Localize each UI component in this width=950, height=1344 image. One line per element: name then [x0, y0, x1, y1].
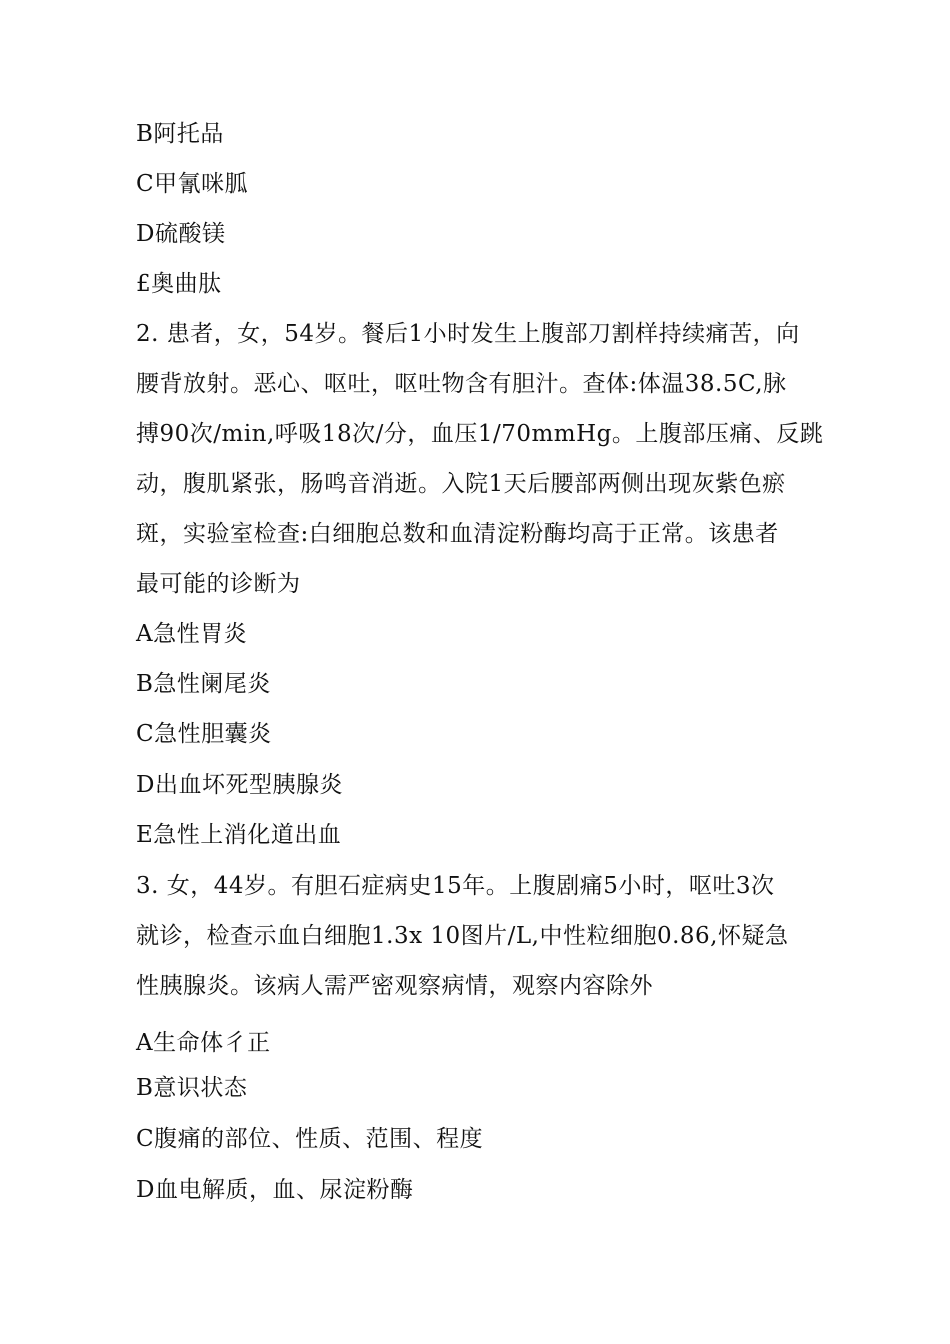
q3-stem-line: 3. 女，44岁。有胆石症病史15年。上腹剧痛5小时，呕吐3次 [136, 873, 775, 899]
q1-option-c: C甲氰咪胍 [136, 171, 249, 197]
q1-option-e: £奥曲肽 [136, 271, 222, 297]
q2-stem-line: 腰背放射。恶心、呕吐，呕吐物含有胆汁。查体:体温38.5C,脉 [136, 371, 787, 397]
q3-stem-line: 性胰腺炎。该病人需严密观察病情，观察内容除外 [136, 973, 653, 999]
q3-stem [136, 861, 836, 1011]
q3-option-d: D血电解质，血、尿淀粉酶 [136, 1177, 414, 1203]
q2-stem-line: 动，腹肌紧张，肠鸣音消逝。入院1天后腰部两侧出现灰紫色瘀 [136, 471, 786, 497]
q2-option-b: B急性阑尾炎 [136, 671, 271, 697]
q2-option-e: E急性上消化道出血 [136, 822, 342, 848]
q3-stem-line: 就诊，检查示血白细胞1.3x 10图片/L,中性粒细胞0.86,怀疑急 [136, 923, 789, 949]
q2-option-c: C急性胆囊炎 [136, 721, 272, 747]
q3-option-a: A生命体彳正 [136, 1030, 271, 1056]
q1-option-b: B阿托品 [136, 121, 224, 147]
q2-stem [136, 309, 836, 609]
q2-option-d: D出血坏死型胰腺炎 [136, 772, 343, 798]
q3-option-c: C腹痛的部位、性质、范围、程度 [136, 1126, 484, 1152]
q3-option-b: B意识状态 [136, 1075, 248, 1101]
q2-stem-line: 最可能的诊断为 [136, 571, 301, 597]
q2-stem-line: 搏90次/min,呼吸18次/分，血压1/70mmHg。上腹部压痛、反跳 [136, 421, 824, 447]
q2-option-a: A急性胃炎 [136, 621, 248, 647]
q2-stem-line: 2. 患者，女，54岁。餐后1小时发生上腹部刀割样持续痛苦，向 [136, 321, 800, 347]
q1-option-d: D硫酸镁 [136, 221, 226, 247]
q2-stem-line: 斑，实验室检查:白细胞总数和血清淀粉酶均高于正常。该患者 [136, 521, 779, 547]
